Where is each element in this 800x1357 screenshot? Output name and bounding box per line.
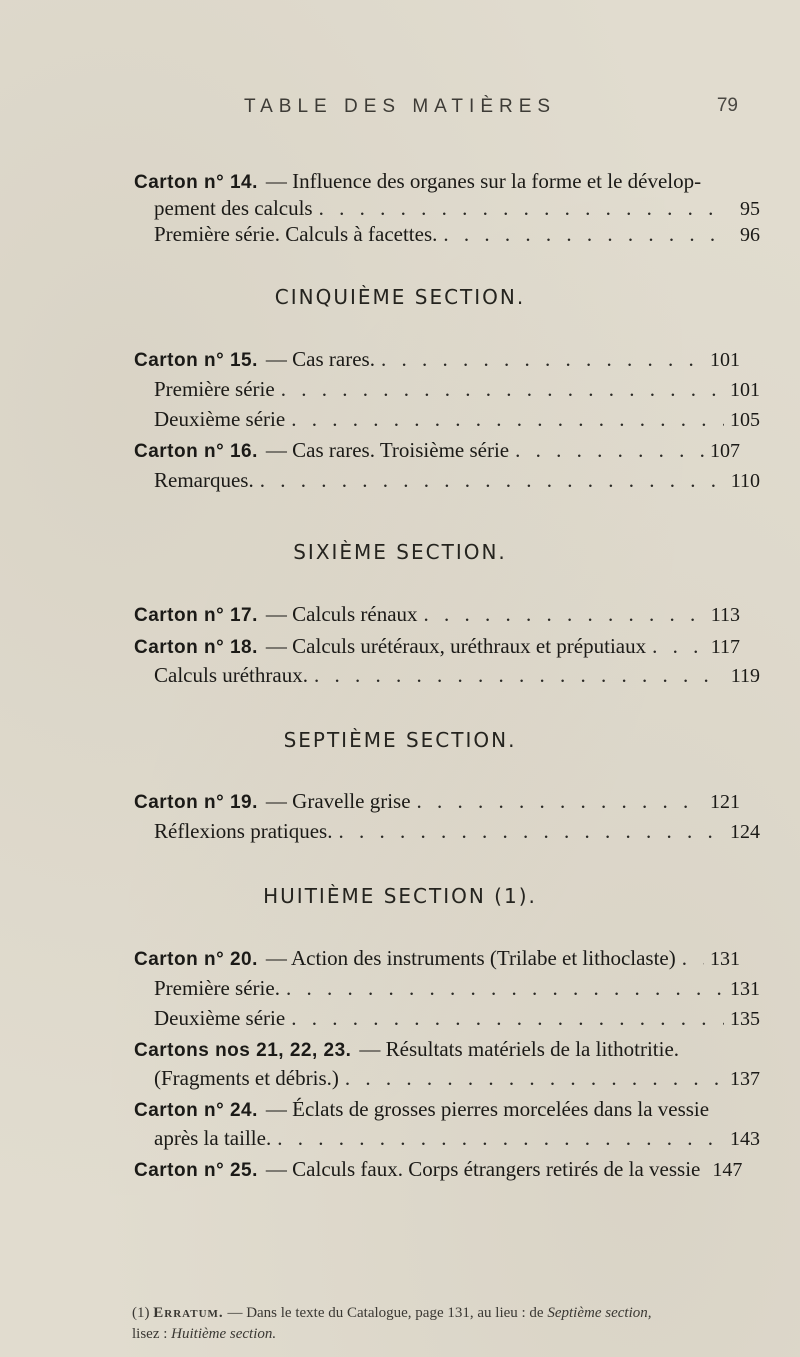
page-ref: 124 <box>730 821 760 843</box>
entry-text: — Action des instruments (Trilabe et lithoclaste) <box>265 946 676 970</box>
entry-text: Calculs uréthraux. <box>154 663 308 687</box>
page-ref: 135 <box>730 1008 760 1030</box>
toc-entry-continuation <box>134 195 760 222</box>
entry-text: — Résultats matériels de la lithotritie. <box>359 1037 680 1061</box>
page-ref: 143 <box>730 1128 760 1150</box>
entry-text: — Éclats de grosses pierres morcelées dans la vessie <box>265 1097 710 1121</box>
entry-text: — Cas rares. Troisième série <box>265 438 510 462</box>
footnote-correct: Huitième section. <box>171 1326 277 1342</box>
toc-entry-sub <box>134 221 760 248</box>
entry-text: Deuxième série <box>154 407 286 431</box>
toc-entry-sub <box>134 467 760 494</box>
toc-entry-sub <box>134 662 760 689</box>
toc-entry-carton-17 <box>134 601 740 629</box>
page-ref: 95 <box>740 198 760 220</box>
toc-entry-carton-24 <box>134 1096 740 1124</box>
dot-leader <box>515 437 704 463</box>
carton-label: Carton n° 18. <box>134 637 258 658</box>
dot-leader <box>424 601 704 627</box>
dot-leader <box>260 467 724 493</box>
section-title-8: HUITIÈME SECTION (1). <box>263 884 537 908</box>
entry-text: — Calculs faux. Corps étrangers retirés de la vessie <box>265 1157 701 1181</box>
entry-text: Première série. Calculs à facettes. <box>154 222 438 246</box>
toc-entry-sub <box>134 1005 760 1032</box>
toc-entry-sub <box>134 406 760 433</box>
dot-leader <box>291 406 724 432</box>
running-head: TABLE DES MATIÈRES <box>243 96 557 117</box>
entry-text: Première série <box>154 377 275 401</box>
page-ref: 121 <box>710 791 740 813</box>
page-ref: 110 <box>730 470 760 492</box>
page-ref: 96 <box>740 224 760 246</box>
entry-text: Deuxième série <box>154 1006 286 1030</box>
dot-leader <box>314 662 724 688</box>
dot-leader <box>345 1065 724 1091</box>
dot-leader <box>682 945 704 971</box>
entry-text: — Calculs urétéraux, uréthraux et préputiaux <box>265 634 647 658</box>
toc-entry-carton-20 <box>134 945 740 973</box>
entry-text: (Fragments et débris.) <box>154 1066 339 1090</box>
footnote-lisez: lisez : <box>132 1326 168 1342</box>
page-ref: 147 <box>712 1159 743 1181</box>
carton-label: Carton n° 14. <box>134 172 258 193</box>
carton-label: Cartons nos 21, 22, 23. <box>134 1040 352 1061</box>
entry-text: après la taille. <box>154 1126 272 1150</box>
toc-entry-continuation <box>134 1065 760 1092</box>
page-ref: 131 <box>710 948 740 970</box>
entry-text: Réflexions pratiques. <box>154 819 333 843</box>
toc-entry-carton-14 <box>134 168 740 196</box>
dot-leader <box>277 1125 724 1151</box>
page-ref: 137 <box>730 1068 760 1090</box>
toc-entry-carton-15 <box>134 346 740 374</box>
footnote-wrong: Septième section, <box>547 1305 652 1321</box>
page-ref: 117 <box>710 636 740 658</box>
entry-text: — Influence des organes sur la forme et le dévelop- <box>265 169 702 193</box>
entry-text: Remarques. <box>154 468 254 492</box>
toc-entry-sub <box>134 818 760 845</box>
entry-text: — Calculs rénaux <box>265 602 418 626</box>
toc-entry-sub <box>134 376 760 403</box>
toc-entry-carton-19 <box>134 788 740 816</box>
entry-text: — Gravelle grise <box>265 789 411 813</box>
page-ref: 131 <box>730 978 760 1000</box>
carton-label: Carton n° 19. <box>134 792 258 813</box>
section-title-6: SIXIÈME SECTION. <box>293 540 507 564</box>
carton-label: Carton n° 24. <box>134 1100 258 1121</box>
section-title-7: SEPTIÈME SECTION. <box>283 728 517 752</box>
entry-text: pement des calculs <box>154 196 313 220</box>
toc-entry-carton-16 <box>134 437 740 465</box>
footnote-text: — Dans le texte du Catalogue, page 131, au lieu : de <box>227 1305 544 1321</box>
footnote-marker: (1) <box>132 1305 150 1321</box>
dot-leader <box>281 376 724 402</box>
page-ref: 119 <box>730 665 760 687</box>
section-title-5: CINQUIÈME SECTION. <box>274 285 526 309</box>
toc-entry-carton-25 <box>134 1156 743 1184</box>
dot-leader <box>286 975 724 1001</box>
carton-label: Carton n° 15. <box>134 350 258 371</box>
footnote-erratum <box>132 1303 742 1345</box>
page-ref: 101 <box>730 379 760 401</box>
dot-leader <box>417 788 704 814</box>
carton-label: Carton n° 25. <box>134 1160 258 1181</box>
entry-text: — Cas rares. <box>265 347 375 371</box>
toc-entry-sub <box>134 975 760 1002</box>
entry-text: Première série. <box>154 976 280 1000</box>
dot-leader <box>319 195 724 221</box>
dot-leader <box>443 221 724 247</box>
page-ref: 107 <box>710 440 740 462</box>
page-number: 79 <box>716 95 738 116</box>
carton-label: Carton n° 20. <box>134 949 258 970</box>
page-ref: 105 <box>730 409 760 431</box>
toc-entry-carton-18 <box>134 633 740 661</box>
dot-leader <box>652 633 704 659</box>
footnote-label: Erratum. <box>153 1305 224 1321</box>
page-ref: 113 <box>710 604 740 626</box>
dot-leader <box>381 346 704 372</box>
page-ref: 101 <box>710 349 740 371</box>
toc-entry-continuation <box>134 1125 760 1152</box>
dot-leader <box>291 1005 724 1031</box>
carton-label: Carton n° 16. <box>134 441 258 462</box>
toc-entry-cartons-21-23 <box>134 1036 740 1064</box>
dot-leader <box>338 818 724 844</box>
carton-label: Carton n° 17. <box>134 605 258 626</box>
